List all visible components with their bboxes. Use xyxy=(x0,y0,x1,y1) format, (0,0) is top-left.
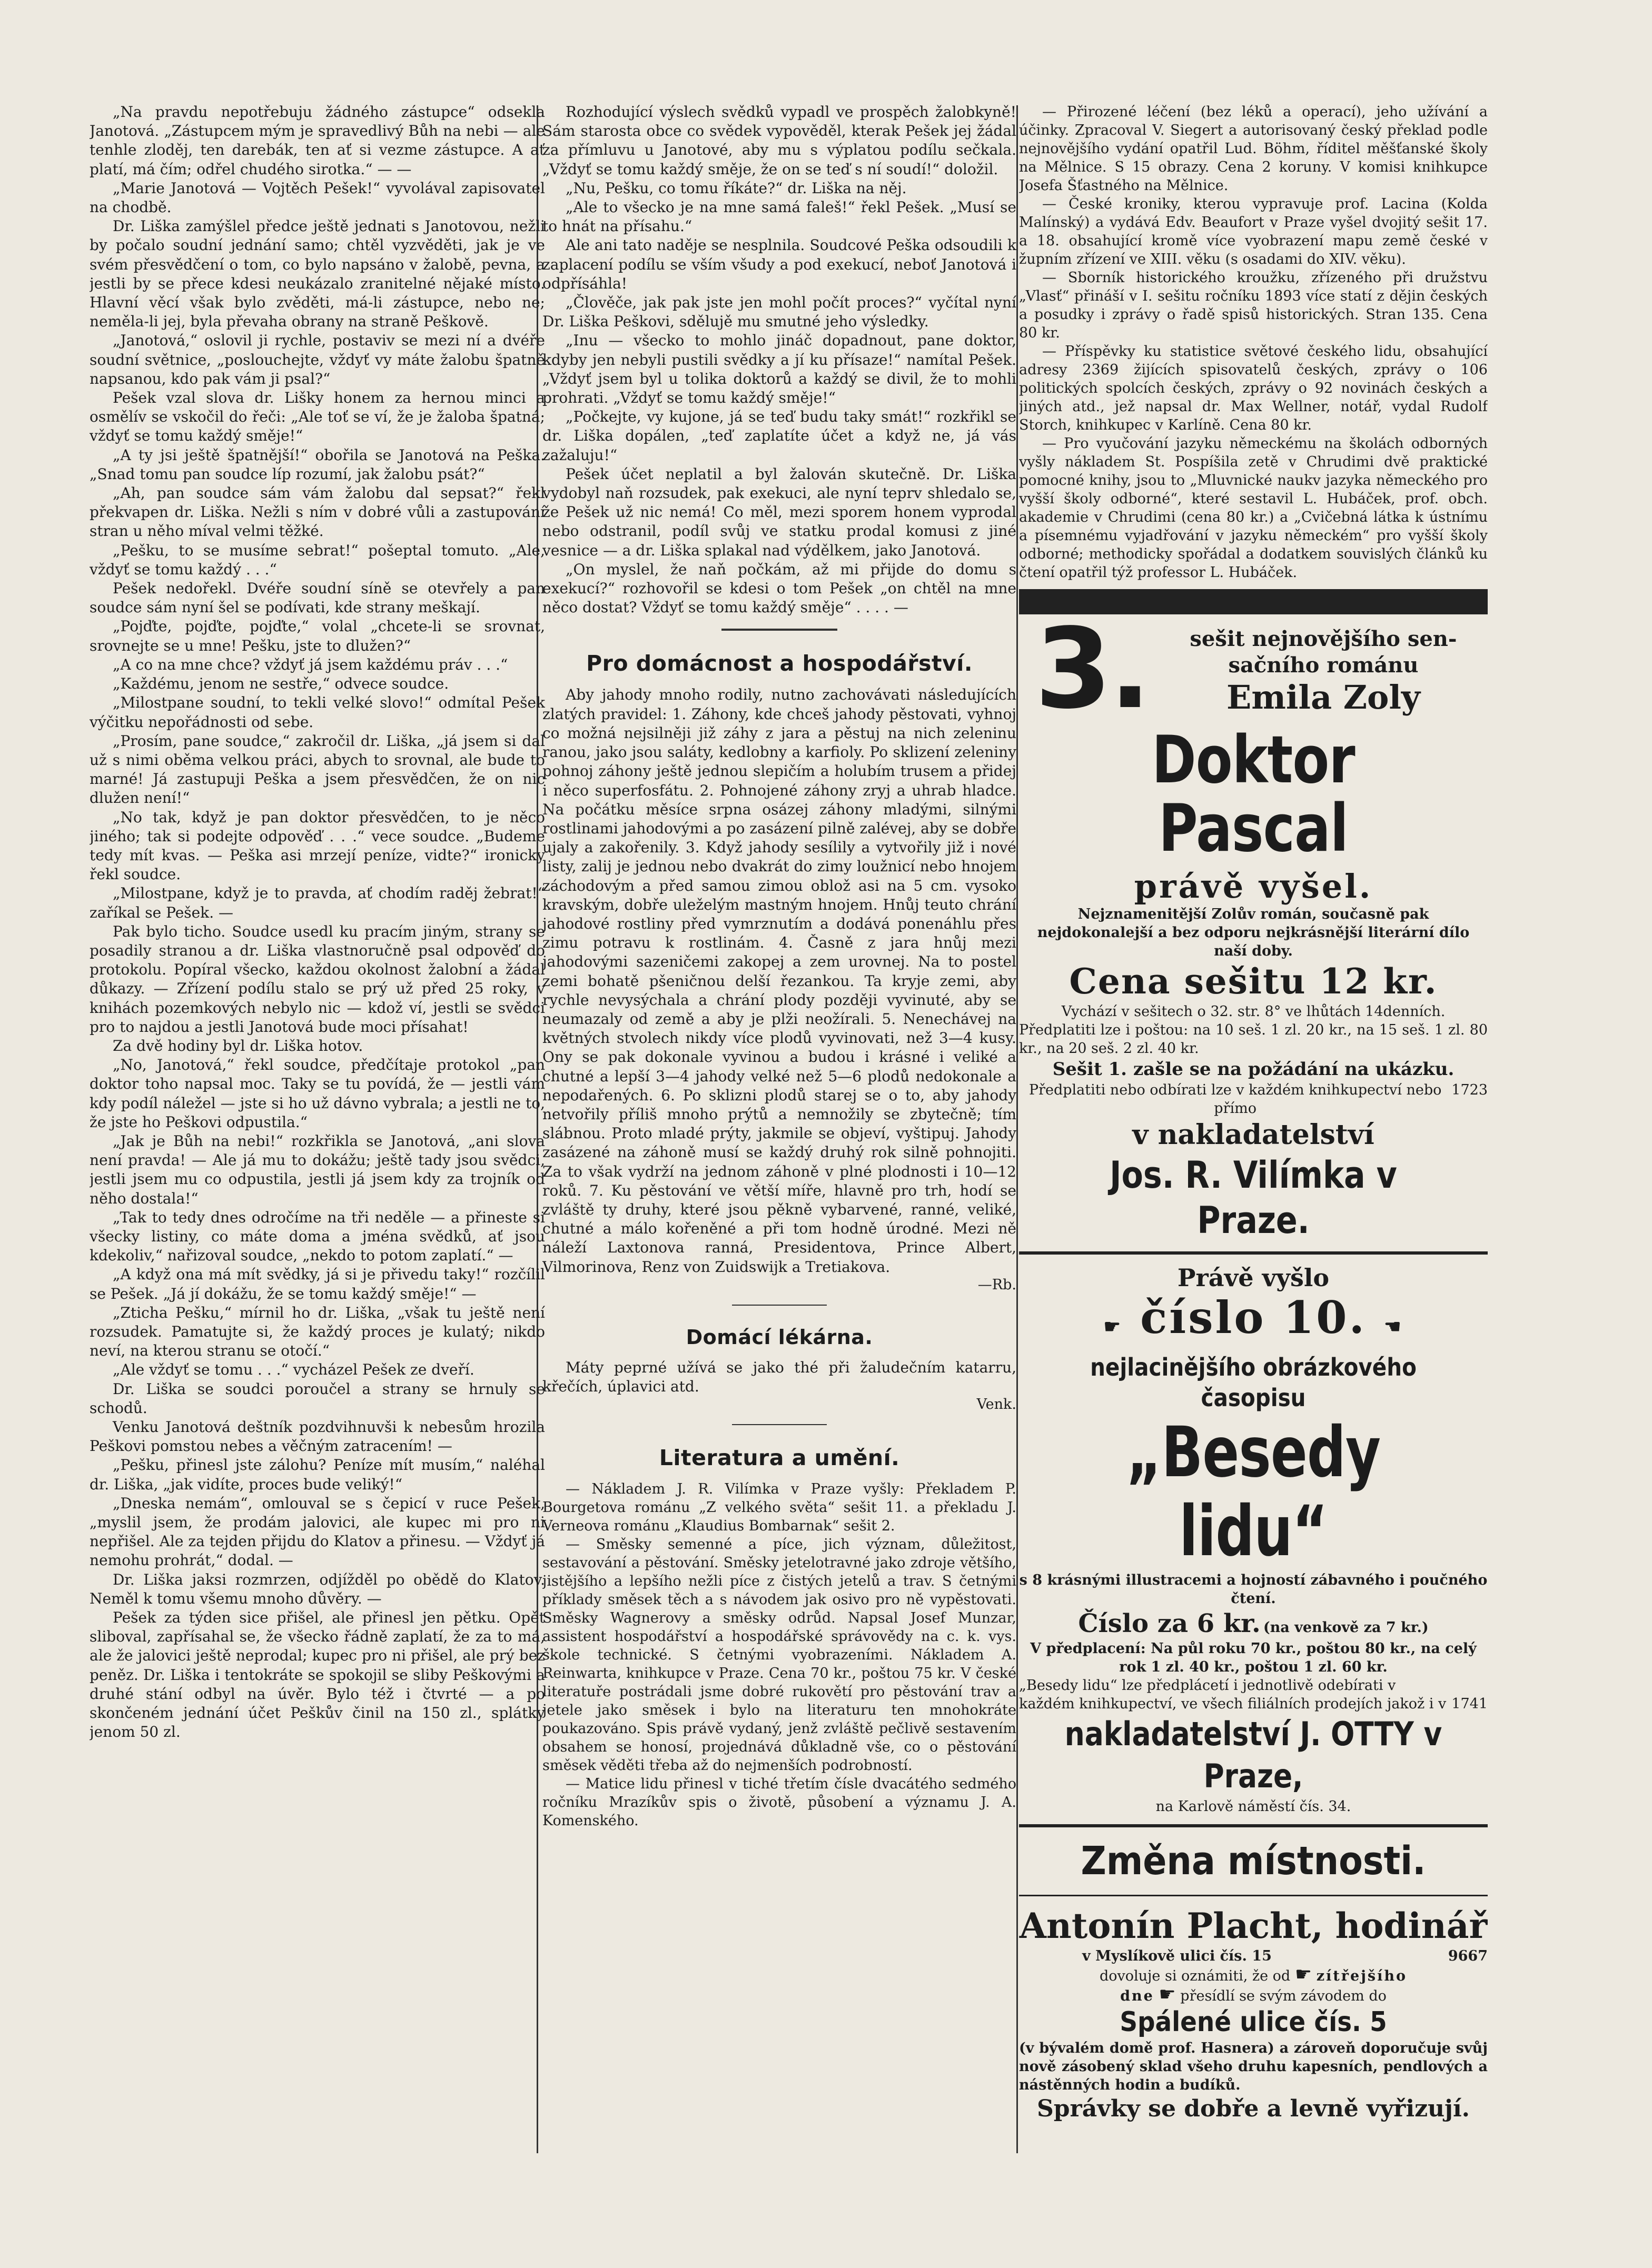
story-paragraph: Rozhodující výslech svědků vypadl ve prospěch žalobkyně! Sám starosta obce co svědek vypověděl, kterak Pešek jej žádal za přímluvu u Janotové, aby mu s výplatou podílu sečkala. „Vždyť se tomu každý směje, že on se teď s ní soudí!“ doložil. xyxy=(542,103,1016,178)
ad-where: „Besedy lidu“ lze předplácetí i jednotlivě odebírati v každém knihkupectví, ve všech filiálních prodejích jakož i v xyxy=(1019,1677,1447,1712)
literature-item: — Příspěvky ku statistice světové českého lidu, obsahující adresy 2369 žijících spisovatelů českých, zprávy o 106 politických spolcích českých, zprávy o 92 novinách českých a jiných atd., jež napsal dr. Max Wellner, notář, vydal Rudolf Storch, knihkupec v Karlíně. Cena 80 kr. xyxy=(1019,343,1488,433)
story-paragraph: „Zticha Pešku,“ mírnil ho dr. Liška, „však tu ještě není rozsudek. Pamatujte si, že každý proces je kulatý; nikdo neví, na kterou stranu se otočí.“ xyxy=(90,1304,545,1360)
ad-description: (v bývalém domě prof. Hasnera) a zároveň doporučuje svůj nově zásobený sklad všeho druhu kapesních, pendlových a nástěnných hodin a budíků. xyxy=(1019,2040,1488,2093)
ad-subscribe-label: Předplatiti lze i poštou: xyxy=(1019,1022,1189,1038)
story-paragraph: „Milostpane, když je to pravda, ať chodím raděj žebrat!“ zaříkal se Pešek. — xyxy=(90,884,545,921)
literature-item: — Nákladem J. R. Vilímka v Praze vyšly: Překladem P. Bourgetova románu „Z velkého světa“ sešit 11. a překladu J. Verneova románu „Klaudius Bombarnak“ sešit 2. xyxy=(542,1481,1016,1535)
story-paragraph: „Nu, Pešku, co tomu říkáte?“ dr. Liška na něj. xyxy=(566,179,907,197)
pointing-hand-icon: ☛ xyxy=(1294,1964,1312,1985)
heading-domacnost: Pro domácnost a hospodářství. xyxy=(586,651,973,677)
story-paragraph: „Inu — všecko to mohlo jináč dopadnout, pane doktor, kdyby jen nebyli pustili svědky a jí ku přísaze!“ namítal Pešek. „Vždyť jsem byl u tolika doktorů a každý se divil, že to mohli prohrati. „Vždyť se tomu každý směje!“ xyxy=(542,332,1016,407)
story-paragraph: „Pešku, to se musíme sebrat!“ pošeptal tomuto. „Ale, vždyť se tomu každý . . .“ xyxy=(90,541,545,578)
signature-maty: Venk. xyxy=(976,1396,1016,1413)
ad-price: Číslo za 6 kr. xyxy=(1078,1609,1261,1638)
story-paragraph: Pak bylo ticho. Soudce usedl ku pracím jiným, strany se posadily stranou a dr. Liška vlastnoručně psal odpověď do protokolu. Popíral všecko, každou okolnost žalobní a žádal důkazy. — Zřízení podílu stalo se prý už před 25 roky, v knihách pozemkových nebylo nic — kdož ví, jestli se svědci pro to najdou a jestli Janotová bude moci přísahat! xyxy=(90,922,545,1036)
ad-description: s 8 krásnými illustracemi a hojností zábavného i poučného čtení. xyxy=(1019,1572,1488,1607)
ad-ref-number: 1723 xyxy=(1451,1082,1488,1098)
ad-divider xyxy=(1019,1251,1488,1255)
story-paragraph: „Počkejte, vy kujone, já se teď budu taky smát!“ rozkřikl se dr. Liška dopálen, „teď zaplatíte účet a když ne, já vás zažaluju!“ xyxy=(542,408,1016,464)
column-story-part1 xyxy=(90,103,545,2187)
ad-author: Emila Zoly xyxy=(1226,678,1420,717)
ad-address: na Karlově náměstí čís. 34. xyxy=(1155,1798,1351,1815)
ad-publisher: Jos. R. Vilímka v Praze. xyxy=(1110,1153,1397,1242)
story-paragraph: „Jak je Bůh na nebi!“ rozkřikla se Janotová, „ani slova není pravda! — Ale já mu to dokážu; ještě tady jsou svědci, jestli jsem mu co odpustila, jestli já jsem kdy za trojník od něho dostala!“ xyxy=(90,1132,545,1207)
ad-price-note: (na venkově za 7 kr.) xyxy=(1263,1619,1429,1636)
separator xyxy=(721,629,837,631)
ad-line2: nejlacinějšího obrázkového časopisu xyxy=(1090,1353,1417,1412)
ad-ref-number: 1741 xyxy=(1451,1696,1488,1712)
story-paragraph: „Milostpane soudní, to tekli velké slovo!“ odmítal Pešek výčitku nepořádnosti od sebe. xyxy=(90,694,545,731)
ad-rule xyxy=(1019,1895,1488,1896)
story-paragraph: Pešek vzal slova dr. Lišky honem za hernou minci a osmělív se vskočil do řeči: „Ale toť se ví, že je žaloba špatná; vždyť se tomu každý směje!“ xyxy=(90,389,545,445)
story-paragraph: „A když ona má mít svědky, já si je přivedu taky!“ rozčílil se Pešek. „Já jí dokážu, že se tomu každý směje!“ — xyxy=(90,1266,545,1302)
story-paragraph: „Každému, jenom ne sestře,“ odvece soudce. xyxy=(113,675,449,693)
ad-issue-number: 3. xyxy=(1035,622,1149,717)
ad-tomorrow: zítřejšího xyxy=(1316,1968,1408,1984)
separator xyxy=(732,1305,827,1306)
story-paragraph: Za dvě hodiny byl dr. Liška hotov. xyxy=(113,1037,363,1055)
literature-item: — Přirozené léčení (bez léků a operací), jeho užívání a účinky. Zpracoval V. Siegert a autorisovaný český překlad podle nejnovějšího vydání opatřil Lud. Böhm, říditel měšťanské školy na Mělnice. S 15 obrazy. Cena 2 koruny. V komisi knihkupce Josefa Šťastného na Mělnice. xyxy=(1019,104,1488,194)
story-paragraph: „Prosím, pane soudce,“ zakročil dr. Liška, „já jsem si dal už s nimi oběma velkou práci, abych to srovnal, ale bude to marné! Já zastupuji Peška a jsem přesvědčen, že on nic dlužen není!“ xyxy=(90,732,545,807)
ad-issue-number: číslo 10. xyxy=(1140,1291,1367,1344)
ad-magazine-title: „Besedy lidu“ xyxy=(1126,1412,1381,1572)
ad-doktor-pascal xyxy=(1019,622,1488,1243)
story-paragraph: „No tak, když je pan doktor přesvědčen, to je něco jiného; tak si podejte odpověď . . .“ vece soudce. „Budeme tedy mít kvas. — Peška asi mrzejí peníze, vidte?“ ironicky řekl soudce. xyxy=(90,808,545,883)
story-paragraph: Pešek nedořekl. Dvéře soudní síně se otevřely a pan soudce sám nyní šel se podívati, kde strany meškají. xyxy=(90,580,545,616)
ad-besedy-lidu xyxy=(1019,1263,1488,1816)
literature-notes-continued xyxy=(1019,103,1488,582)
ad-divider xyxy=(1019,1824,1488,1827)
story-paragraph: „Ah, pan soudce sám vám žalobu dal sepsat?“ řekl překvapen dr. Liška. Nežli s ním v dobré vůli a zastupování stran u něho míval velmi těžké. xyxy=(90,484,545,540)
ad-book-title: Doktor Pascal xyxy=(1152,722,1355,867)
column-notes-and-ads xyxy=(1019,103,1488,2187)
ad-line1: sešit nejnovějšího sen- xyxy=(1190,626,1457,651)
ad-publisher-intro: v nakladatelství xyxy=(1132,1119,1374,1151)
ad-order-note: Předplatiti nebo odbírati lze v každém knihkupectví nebo přímo xyxy=(1028,1082,1442,1117)
column-rule-right xyxy=(1016,105,1018,2153)
ad-text1: dovoluje si oznámiti, že od xyxy=(1099,1968,1291,1984)
story-paragraph: „On myslel, že naň počkám, až mi přijde do domu s exekucí?“ rozhovořil se kdesi o tom Pešek „on chtěl na mne něco dostat? Vždyť se tomu každý směje“ . . . . — xyxy=(542,560,1016,616)
story-paragraph: Dr. Liška se soudci poroučel a strany se hrnuly se schodů. xyxy=(90,1380,545,1417)
ad-street: v Myslíkově ulici čís. 15 xyxy=(1082,1948,1272,1964)
ad-free-sample: Sešit 1. zašle se na požádání na ukázku. xyxy=(1052,1059,1455,1080)
literature-item: — Matice lidu přinesl v tiché třetím čísle dvacátého sedmého ročníku Mrazíkův spis o životě, působení a významu J. A. Komenského. xyxy=(542,1776,1016,1829)
pointing-hand-icon: ☚ xyxy=(1384,1316,1403,1338)
heading-literatura: Literatura a umění. xyxy=(659,1445,900,1471)
heading-lekarna: Domácí lékárna. xyxy=(686,1325,873,1349)
signature-jahody: —Rb. xyxy=(977,1276,1016,1293)
literature-item: — Pro vyučování jazyku německému na školách odborných vyšly nákladem St. Pospíšila zetě v Chrudimi dvě praktické pomocné knihy, jsou to „Mluvnické naukv jazyka německého pro vyšší školy odborné“, které sestavil L. Hubáček, prof. obch. akademie v Chrudimi (cena 80 kr.) a „Cvičebná látka k ústnímu a písemnému vyjadřování v jazyku německém“ pro vyšší školy odborné; methodicky spořádal a dodatkem souvislých článků ku čtení opatřil týž professor L. Hubáček. xyxy=(1019,435,1488,581)
ad-day: dne xyxy=(1120,1988,1154,2004)
ad-description: Nejznamenitější Zolův román, současně pak nejdokonalejší a bez odporu nejkrásnější literární dílo naší doby. xyxy=(1037,906,1470,959)
ad-line2: sačního románu xyxy=(1228,653,1419,678)
story-conclusion xyxy=(542,103,1016,617)
ad-divider-bar xyxy=(1019,589,1488,614)
article-jahody: Aby jahody mnoho rodily, nutno zachovávati následujících zlatých pravidel: 1. Záhony, kde chceš jahody pěstovati, vyhnoj co možná nejsilněji již záhy z jara a pěstuj na nich zeleninu ranou, jako jsou saláty, kedlobny a karfioly. Po sklizení zeleniny pohnoj záhony ještě jednou slepičím a holubím trusem a přidej i něco superfosfátu. 2. Pohnojené záhony zryj a uhrab hladce. Na počátku měsíce srpna osázej záhony mladými, silnými rostlinami jahodovými a po zasázení pilně zalévej, aby se dobře ujaly a zakořenily. 3. Když jahody sesílily a vytvořily již i nové listy, zalij je jednou nebo dvakrát do zimy loužnicí nebo hnojem záchodovým a před samou zimou oblož asi na 5 cm. vysoko kravským, dobře uleželým mastným hnojem. Hnůj teuto chrání jahodové rostliny před vymrznutím a dodává ponenáhlu přes zimu potravu k rostlinám. 4. Časně z jara hnůj mezi jahodovými sazeničemi zakopej a zem urovnej. Na to postel zemi bohatě pšeničnou delší řezankou. Ta kryje zemi, aby rychle nevysýchala a chrání plody později vyvinuté, aby se neumazaly od země a aby je plži neožírali. 5. Nenechávej na květných stvolech nikdy více plodů vyvinovati, než 3—4 kusy. Ony se pak dokonale vyvinou a budou i krásné i veliké a chutné a lepší 3—4 jahody velké než 5—6 plodů nedokonale a nepodařených. 6. Po sklizni plodů starej se o to, aby jahody netvořily příliš mnoho prýtů a nemnožily se zbytečně; tím slábnou. Proto mladé prýty, jakmile se objeví, vyštipuj. Jahody zasázené na záhoně musí se každý druhý rok silně pohnojiti. Za to však vydrží na jednom záhoně v plné plodnosti i 10—12 roků. 7. Ku pěstování ve větší míře, hlavně pro trh, hodí se zvláště ty druhy, které jsou pěkně vybarvené, ranné, veliké, chutné a málo kořeněné a při tom hodně úrodné. Mezi ně náleží Laxtonova ranná, Presidentova, Prince Albert, Vilmorinova, Renz von Zuidswijk a Tretiakova. xyxy=(542,686,1016,1276)
story-paragraph: Pešek za týden sice přišel, ale přinesl jen pětku. Opět sliboval, zapřísahal se, že všecko řádně zaplatí, že za to má, ale že jalovici ještě neprodal; kupec pro ni přišel, ale prý bez peněz. Dr. Liška i tentokráte se spokojil se sliby Peškovými a druhé stání odbyl na úvěr. Bylo též i čtvrté — a po skončeném jednání účet Peškův činil na 150 zl., splátky jenom 50 zl. xyxy=(90,1609,545,1741)
ad-ref-number: 9667 xyxy=(1448,1948,1488,1964)
story-paragraph: „Marie Janotová — Vojtěch Pešek!“ vyvolával zapisovatel na chodbě. xyxy=(90,179,545,216)
story-paragraph: „Tak to tedy dnes odročíme na tři neděle — a přineste si všecky listiny, co máte doma a jména svědků, ať jsou kdekoliv,“ nařizoval soudce, „nekdo to potom zaplatí.“ — xyxy=(90,1208,545,1265)
ad-line1: Právě vyšlo xyxy=(1177,1264,1330,1292)
ad-name: Antonín Placht, hodinář xyxy=(1019,1905,1488,1946)
ad-new-address: Spálené ulice čís. 5 xyxy=(1120,2006,1387,2038)
ad-price: Cena sešitu 12 kr. xyxy=(1069,961,1438,1002)
ad-publisher: nakladatelství J. OTTY v Praze, xyxy=(1064,1715,1442,1795)
story-paragraph: Dr. Liška zamýšlel předce ještě jednati s Janotovou, nežli by počalo soudní jednání samo; chtěl vyzvěděti, jak je ve svém přesvědčení o tom, co bylo napsáno v žalobě, pevna, a jestli by se přece kdesi neukázalo zranitelné nějaké místo. Hlavní věcí však bylo zvěděti, má-li zástupce, nebo ne; neměla-li jej, byla převaha obrany na straně Peškově. xyxy=(90,217,545,331)
story-paragraph: Venku Janotová deštník pozdvihnuvši k nebesům hrozila Peškovi pomstou nebes a věčným zatracením! — xyxy=(90,1418,545,1455)
literature-item: — Sborník historického kroužku, zřízeného při družstvu „Vlasť“ přináší v I. sešitu ročníku 1893 více statí z dějin českých a posudky i zprávy o řadě spisů historických. Stran 135. Cena 80 kr. xyxy=(1019,270,1488,341)
story-paragraph: „Ale vždyť se tomu . . .“ vycházel Pešek ze dveří. xyxy=(113,1361,474,1379)
ad-repairs: Správky se dobře a levně vyřizují. xyxy=(1037,2095,1470,2122)
separator xyxy=(732,1424,827,1425)
ad-placht xyxy=(1019,1836,1488,2124)
story-paragraph: „Ale to všecko je na mne samá faleš!“ řekl Pešek. „Musí se to hnát na přísahu.“ xyxy=(542,198,1016,235)
story-paragraph: Dr. Liška jaksi rozmrzen, odjížděl po obědě do Klatov. Neměl k tomu všemu mnoho důvěry. — xyxy=(90,1570,545,1607)
column-story-part2 xyxy=(542,103,1016,2187)
ad-prepay: V předplacení: Na půl roku 70 kr., poštou 80 kr., na celý rok 1 zl. 40 kr., poštou 1 zl. 60 kr. xyxy=(1030,1640,1477,1675)
story-paragraph: „Člověče, jak pak jste jen mohl počít proces?“ vyčítal nyní Dr. Liška Peškovi, sdělujě mu smutné jeho výsledky. xyxy=(542,294,1016,331)
story-paragraph: „No, Janotová,“ řekl soudce, předčítaje protokol „pan doktor toho napsal moc. Taky se tu povídá, že — jestli vám kdy podíl náležel — jste si ho už dávno vybrala; a jestli ne to, že jste ho Peškovi odpustila.“ xyxy=(90,1056,545,1131)
story-paragraph: „Janotová,“ oslovil ji rychle, postaviv se mezi ní a dvéře soudní světnice, „poslouchejte, vždyť vy máte žalobu špatně napsanou, kdo pak vám ji psal?“ xyxy=(90,332,545,387)
article-maty: Máty peprné užívá se jako thé při žaludečním katarru, křečích, úplavici atd. xyxy=(542,1358,1016,1395)
story-paragraph: „Dneska nemám“, omlouval se s čepicí v ruce Pešek, „myslil jsem, že prodám jalovici, ale kupec mi pro ni nepřišel. Ale za tejden přijdu do Klatov a přinesu. — Vždyť já nemohu prohrát,“ dodal. — xyxy=(90,1494,545,1569)
ad-text2: přesídlí se svým závodem do xyxy=(1180,1988,1387,2004)
story-paragraph: „Na pravdu nepotřebuju žádného zástupce“ odsekla Janotová. „Zástupcem mým je spravedlivý Bůh na nebi — ale tenhle zloděj, ten darebák, ten ať si vezme zástupce. A ať platí, má čím; odřel chudého sirotka.“ — — xyxy=(90,103,545,178)
story-paragraph: „Pešku, přinesl jste zálohu? Peníze mít musím,“ naléhal dr. Liška, „jak vidíte, proces bude veliký!“ xyxy=(90,1456,545,1493)
story-paragraph: Ale ani tato naděje se nesplnila. Soudcové Peška odsoudili k zaplacení podílu se vším všudy a pod exekucí, neboť Janotová i odpřísáhla! xyxy=(542,236,1016,292)
literature-item: — České kroniky, kterou vypravuje prof. Lacina (Kolda Malínský) a vydává Edv. Beaufort v Praze vyšel dvojitý sešit 17. a 18. obsahující kromě více vyobrazení mapu země české v župním zřízení ve XIII. věku (s osadami do XIV. věku). xyxy=(1019,196,1488,267)
story-paragraph: „A ty jsi ještě špatnější!“ obořila se Janotová na Peška. „Snad tomu pan soudce líp rozumí, jak žalobu psát?“ xyxy=(90,446,545,483)
story-paragraph: Pešek účet neplatil a byl žalován skutečně. Dr. Liška vydobyl naň rozsudek, pak exekuci, ale nyní teprv shledalo se, že Pešek už nic nemá! Co měl, mezi sporem honem vyprodal nebo odstranil, podíl svůj ve statku prodal komusi z jiné vesnice — a dr. Liška splakal nad výdělkem, jako Janotová. xyxy=(542,465,1016,559)
literature-notes xyxy=(542,1480,1016,1830)
ad-frequency: Vychází v sešitech o 32. str. 8° ve lhůtách 14denních. xyxy=(1061,1003,1446,1020)
pointing-hand-icon: ☛ xyxy=(1103,1316,1123,1338)
pointing-hand-icon: ☛ xyxy=(1159,1984,1176,2005)
ad-title: Změna místnosti. xyxy=(1081,1838,1426,1884)
story-paragraph: „Pojďte, pojďte, pojďte,“ volal „chcete-li se srovnat, srovnejte se u mne! Pešku, jste to dlužen?“ xyxy=(90,618,545,654)
story-paragraph: „A co na mne chce? vždyť já jsem každému práv . . .“ xyxy=(113,655,508,673)
ad-subscribe-rates: na 10 seš. 1 zl. 20 kr., na 15 seš. 1 zl. 80 kr., na 20 seš. 2 zl. 40 kr. xyxy=(1019,1022,1488,1057)
ad-subtitle: právě vyšel. xyxy=(1134,867,1373,906)
literature-item: — Směsky semenné a píce, jich význam, důležitost, sestavování a pěstování. Směsky jetelotravné jako zdroje většího, jistějšího a lepšího nežli píce z čistých jetelů a trav. S četnými příklady směsek těch a s návodem jak osivo pro ně vypěstovati. Směsky Wagnerovy a směsky odrůd. Napsal Josef Munzar, assistent hospodářství a hospodářské správovědy na c. k. vys. škole technické. S četnými vyobrazeními. Nákladem A. Reinwarta, knihkupce v Praze. Cena 70 kr., poštou 75 kr. V české literatuře postrádali jsme dobré rukovětí pro pěstování trav a jetele jako směsek i bylo na literaturu ten mnohokráte poukazováno. Spis právě vydaný, jenž zvláště pečlivě sestavením obsahem se honosí, projednává důkladně vše, co o pěstování směsek věděti třeba až do nejmenších podrobností. xyxy=(542,1536,1016,1774)
